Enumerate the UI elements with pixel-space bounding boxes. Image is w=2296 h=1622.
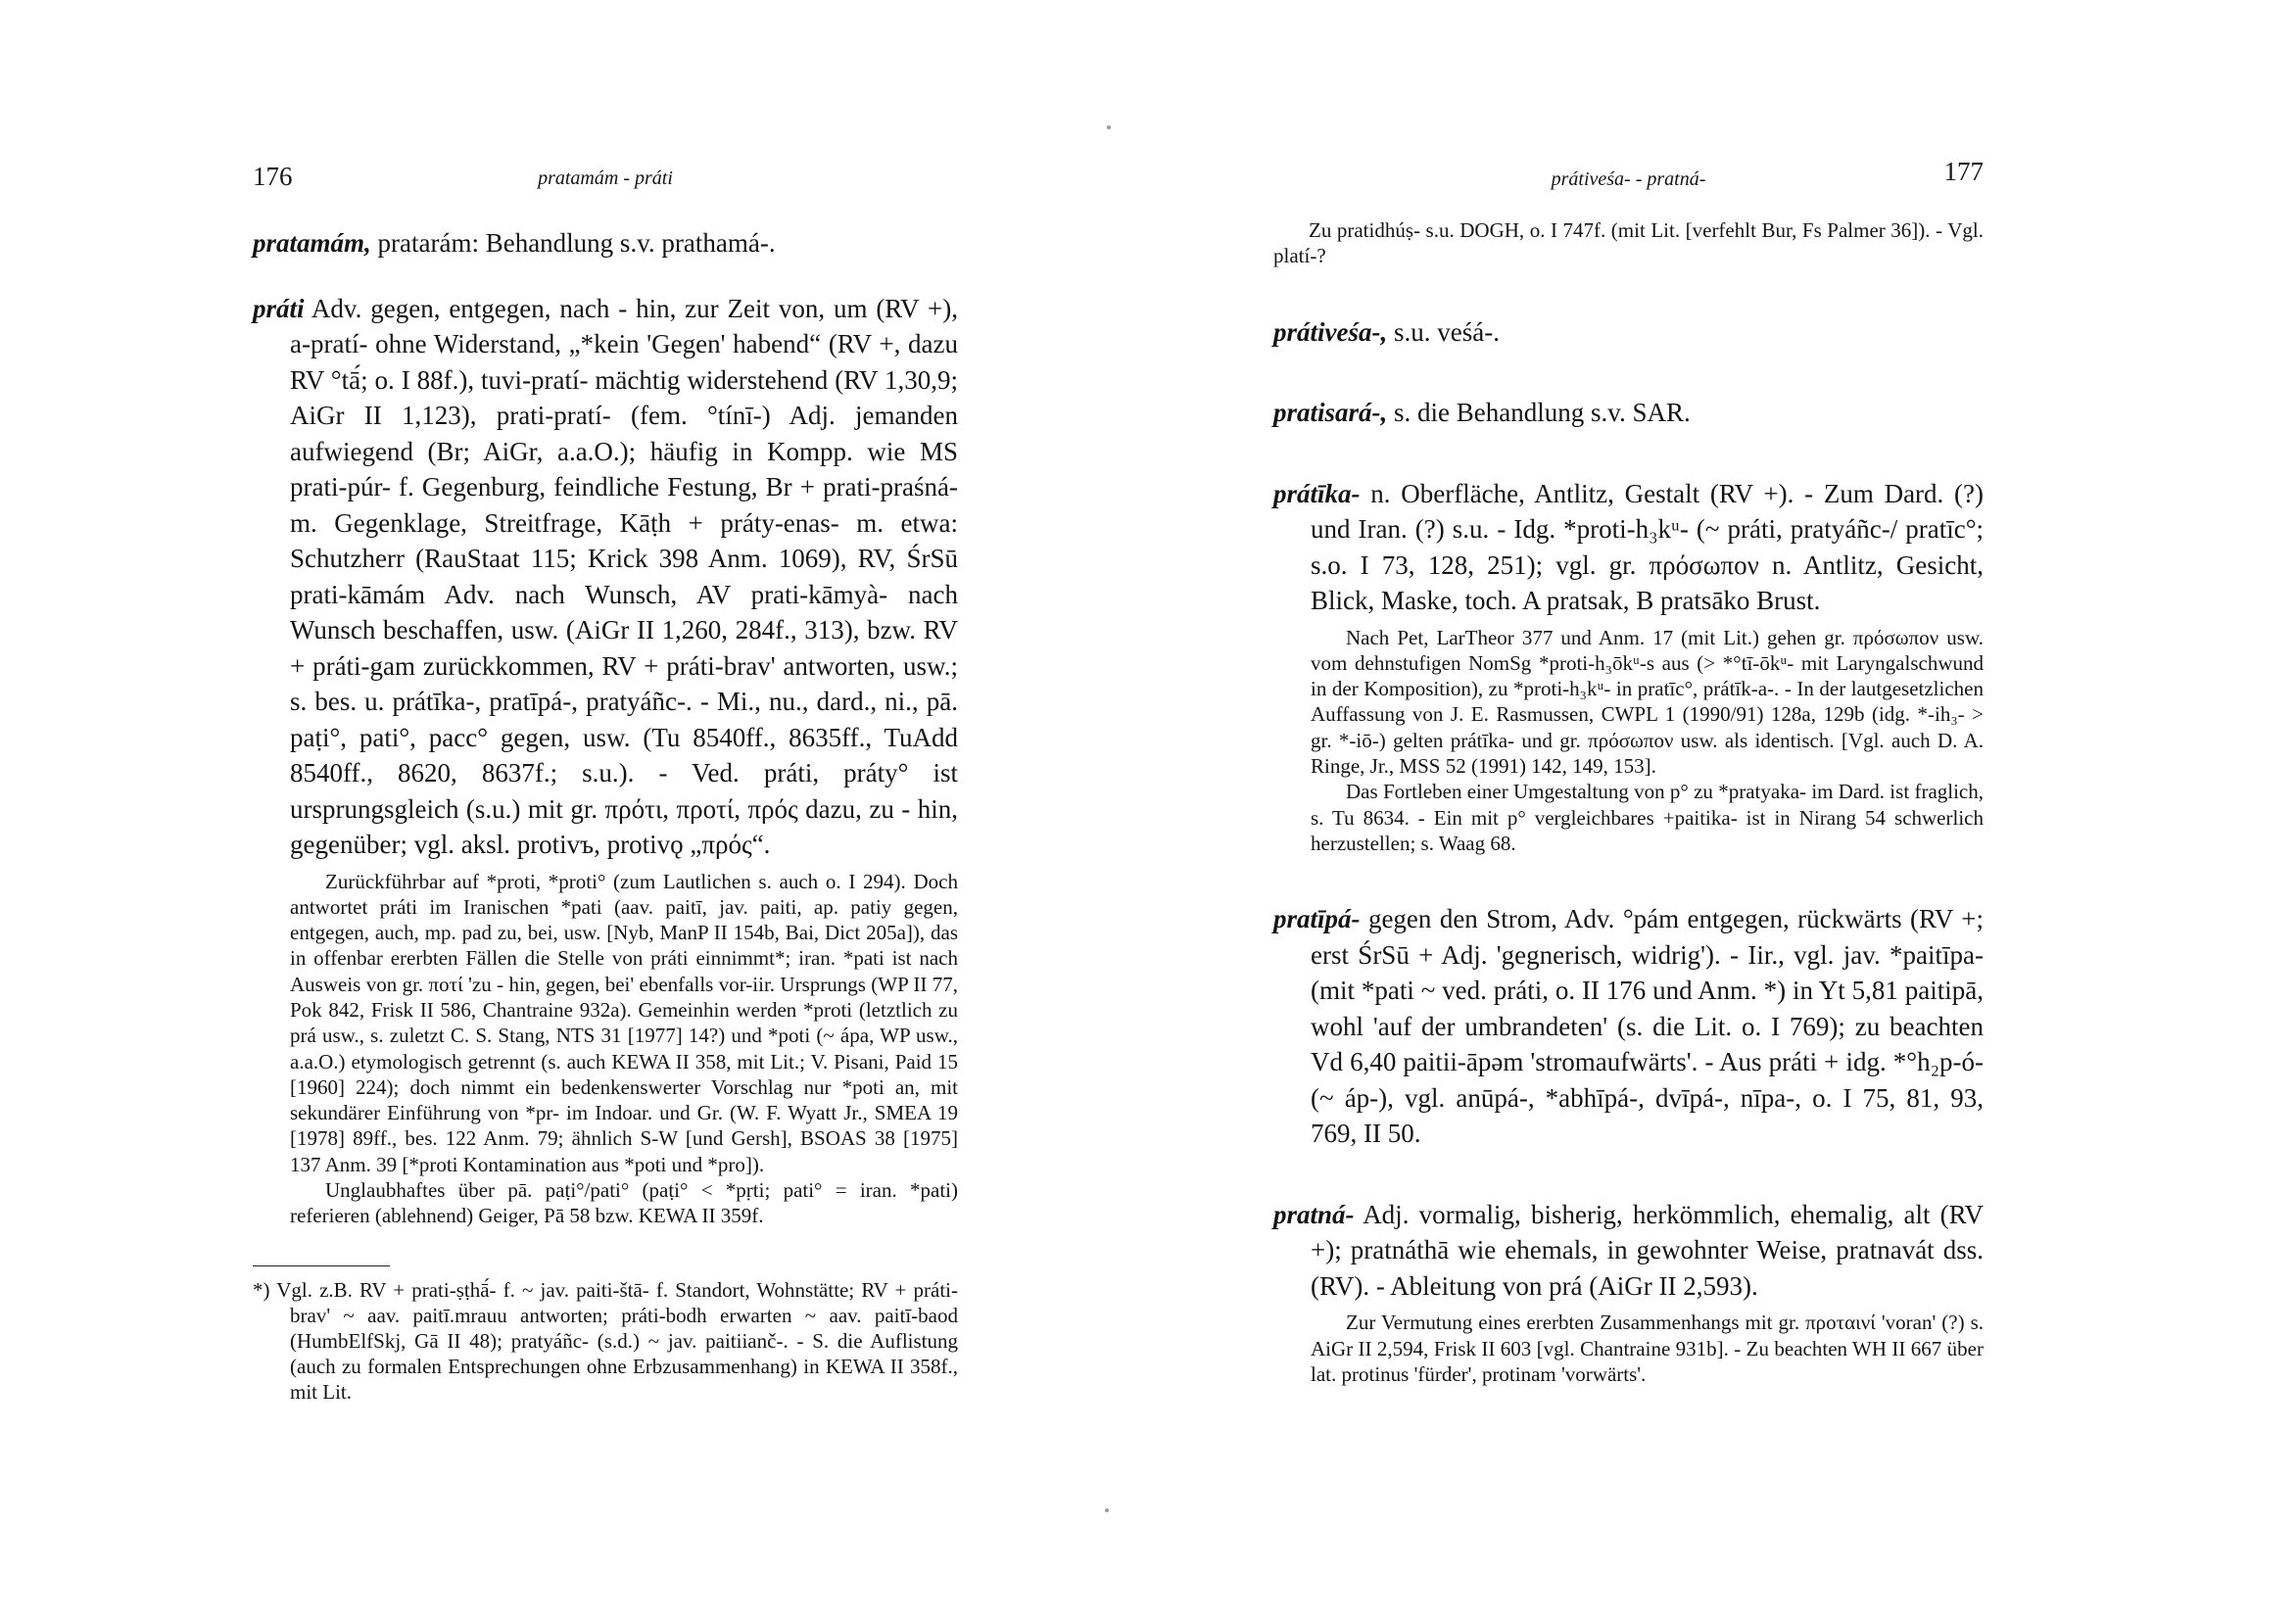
note-paragraph: Zurückführbar auf *proti, *proti° (zum Lautlichen s. auch o. I 294). Doch antwortet práti im Iranischen *pati (aav. paitī, jav. paiti, ap. patiy gegen, entgegen, auch, mp. pad zu, bei, usw. [Nyb, ManP II 154b, Bai, Dict 205a]), das in offenbar ererbten Fällen die Stelle von práti einnimmt*; iran. *pati ist nach Ausweis von gr. ποτί 'zu - hin, gegen, bei' ebenfalls vor-iir. Ursprungs (WP II 77, Pok 842, Frisk II 586, Chantraine 932a). Gemeinhin werden *proti (letztlich zu prá usw., s. zuletzt C. S. Stang, NTS 31 [1977] 14?) und *poti (~ ápa, WP usw., a.a.O.) etymologisch getrennt (s. auch KEWA II 358, mit Lit.; V. Pisani, Paid 15 [1960] 224); doch nimmt ein bedenkenswerter Vorschlag nur *poti an, mit sekundärer Einführung von *pr- im Indoar. und Gr. (W. F. Wyatt Jr., SMEA 19 [1978] 89ff., bes. 122 Anm. 79; ähnlich S-W [und Gersh], BSOAS 38 [1975] 137 Anm. 39 [*proti Kontamination aus *poti und *pro]). <box>290 869 958 1176</box>
entry-text: Adj. vormalig, bisherig, herkömmlich, ehemalig, alt (RV +); pratnáthā wie ehemals, in gewohnter Weise, pratnavát dss. (RV). - Ableitung von prá (AiGr II 2,593). <box>1311 1199 1984 1301</box>
page-number: 176 <box>253 162 293 191</box>
lemma: prátiveśa-, <box>1273 316 1388 347</box>
entry-body <box>1273 476 1984 619</box>
footnote: *) Vgl. z.B. RV + prati-ṣṭhā́- f. ~ jav. paiti-štā- f. Standort, Wohnstätte; RV + práti-brav' ~ aav. paitī.mrauu antworten; práti-bodh erwarten ~ aav. paitī-baod (HumbElfSkj, Gā II 48); pratyáñc- (s.d.) ~ jav. paitiianč-. - S. die Auflistung (auch zu formalen Entsprechungen ohne Erbzusammenhang) in KEWA II 358f., mit Lit. <box>253 1278 958 1404</box>
entry-pratamam <box>253 225 958 262</box>
lemma: prátīka- <box>1273 478 1361 508</box>
note-paragraph: Nach Pet, LarTheor 377 und Anm. 17 (mit Lit.) gehen gr. πρόσωπον usw. vom dehnstufigen NomSg *proti-h₃ōkᵘ-s aus (> *°tī-ōkᵘ- mit Laryngalschwund in der Komposition), zu *proti-h₃kᵘ- in pratīc°, prátīk-a-. - In der lautgesetzlichen Auffassung von J. E. Rasmussen, CWPL 1 (1990/91) 128a, 129b (idg. *-ih₃- > gr. *-iō-) gelten prátīka- und gr. πρόσωπον usw. als identisch. [Vgl. auch D. A. Ringe, Jr., MSS 52 (1991) 142, 149, 153]. <box>1311 625 1984 779</box>
footnote-divider <box>253 1265 390 1266</box>
entry-body <box>1273 1197 1984 1305</box>
entry-prati <box>253 291 958 863</box>
entry-prativesa <box>1273 314 1984 351</box>
entry-pratisara <box>1273 395 1984 431</box>
entry-pratna <box>1273 1197 1984 1305</box>
running-head-title: pratamám - práti <box>538 167 673 189</box>
entry-text: n. Oberfläche, Antlitz, Gestalt (RV +). - Zum Dard. (?) und Iran. (?) s.u. - Idg. *proti-h₃kᵘ- (~ práti, pratyáñc-/ pratīc°; s.o. I 73, 128, 251); vgl. gr. πρόσωπον n. Antlitz, Gesicht, Blick, Maske, toch. A pratsak, B pratsāko Brust. <box>1311 478 1984 616</box>
entry-text: s.u. veśá-. <box>1393 316 1500 347</box>
right-page <box>1273 0 1984 1622</box>
note-paragraph: Zur Vermutung eines ererbten Zusammenhangs mit gr. προταινί 'voran' (?) s. AiGr II 2,594, Frisk II 603 [vgl. Chantraine 931b]. - Zu beachten WH II 667 über lat. protinus 'fürder', protinam 'vorwärts'. <box>1311 1311 1984 1386</box>
continued-note: Zu pratidhúṣ- s.u. DOGH, o. I 747f. (mit Lit. [verfehlt Bur, Fs Palmer 36]). - Vgl. platí-? <box>1273 218 1984 268</box>
page-number: 177 <box>1943 157 1984 186</box>
entry-pratika <box>1273 476 1984 619</box>
running-head-title: prátiveśa- - pratná- <box>1551 168 1706 190</box>
entry-pratipa <box>1273 901 1984 1152</box>
lemma: pratisará-, <box>1273 398 1388 428</box>
note-paragraph: Unglaubhaftes über pā. paṭi°/pati° (paṭi° < *pṛti; pati° = iran. *pati) referieren (ablehnend) Geiger, Pā 58 bzw. KEWA II 359f. <box>290 1178 958 1228</box>
entry-text: gegen den Strom, Adv. °pám entgegen, rückwärts (RV +; erst ŚrSū + Adj. 'gegnerisch, widrig'). - Iir., vgl. jav. *paitīpa- (mit *pati ~ ved. práti, o. II 176 und Anm. *) in Yt 5,81 paitipā, wohl 'auf der umbrandeten' (s. die Lit. o. I 769); zu beachten Vd 6,40 paitii-āpəm 'stromaufwärts'. - Aus práti + idg. *°h₂p-ó- (~ áp-), vgl. anūpá-, *abhīpá-, dvīpá-, nīpa-, o. I 75, 81, 93, 769, II 50. <box>1311 904 1984 1149</box>
entry-body <box>253 291 958 863</box>
left-page <box>253 0 958 1622</box>
left-body <box>253 225 958 1229</box>
right-body <box>1273 217 1984 1387</box>
scan-speck <box>1107 125 1111 129</box>
lemma: práti <box>253 293 305 323</box>
lemma: pratná- <box>1273 1199 1355 1229</box>
entry-text: s. die Behandlung s.v. SAR. <box>1394 398 1691 428</box>
lemma: pratamám, <box>253 228 371 258</box>
entry-body <box>1273 901 1984 1152</box>
running-head-right <box>1273 157 1984 196</box>
scan-speck <box>1105 1508 1109 1512</box>
entry-text: pratarám: Behandlung s.v. prathamá-. <box>377 228 776 258</box>
entry-text: Adv. gegen, entgegen, nach - hin, zur Zeit von, um (RV +), a-pratí- ohne Widerstand, „*kein 'Gegen' habend“ (RV +, dazu RV °tā́; o. I 88f.), tuvi-pratí- mächtig widerstehend (RV 1,30,9; AiGr II 1,123), prati-pratí- (fem. °tínī-) Adj. jemanden aufwiegend (Br; AiGr, a.a.O.); häufig in Kompp. wie MS prati-púr- f. Gegenburg, feindliche Festung, Br + prati-praśná- m. Gegenklage, Streitfrage, Kāṭh + práty-enas- m. etwa: Schutzherr (RauStaat 115; Krick 398 Anm. 1069), RV, ŚrSū prati-kāmám Adv. nach Wunsch, AV prati-kāmyà- nach Wunsch beschaffen, usw. (AiGr II 1,260, 284f., 313), bzw. RV + práti-gam zurückkommen, RV + práti-brav' antworten, usw.; s. bes. u. prátīka-, pratīpá-, pratyáñc-. - Mi., nu., dard., ni., pā. paṭi°, pati°, pacc° gegen, usw. (Tu 8540ff., 8635ff., TuAdd 8540ff., 8620, 8637f.; s.u.). - Ved. práti, práty° ist ursprungsgleich (s.u.) mit gr. πρότι, προτί, πρός dazu, zu - hin, gegenüber; vgl. aksl. protivъ, protivǫ „πρός“. <box>290 293 958 859</box>
running-head-left <box>253 162 958 201</box>
note-paragraph: Das Fortleben einer Umgestaltung von p° zu *pratyaka- im Dard. ist fraglich, s. Tu 8634. - Ein mit p° vergleichbares +paitika- ist in Nirang 54 schwerlich herzustellen; s. Waag 68. <box>1311 780 1984 855</box>
lemma: pratīpá- <box>1273 904 1361 934</box>
